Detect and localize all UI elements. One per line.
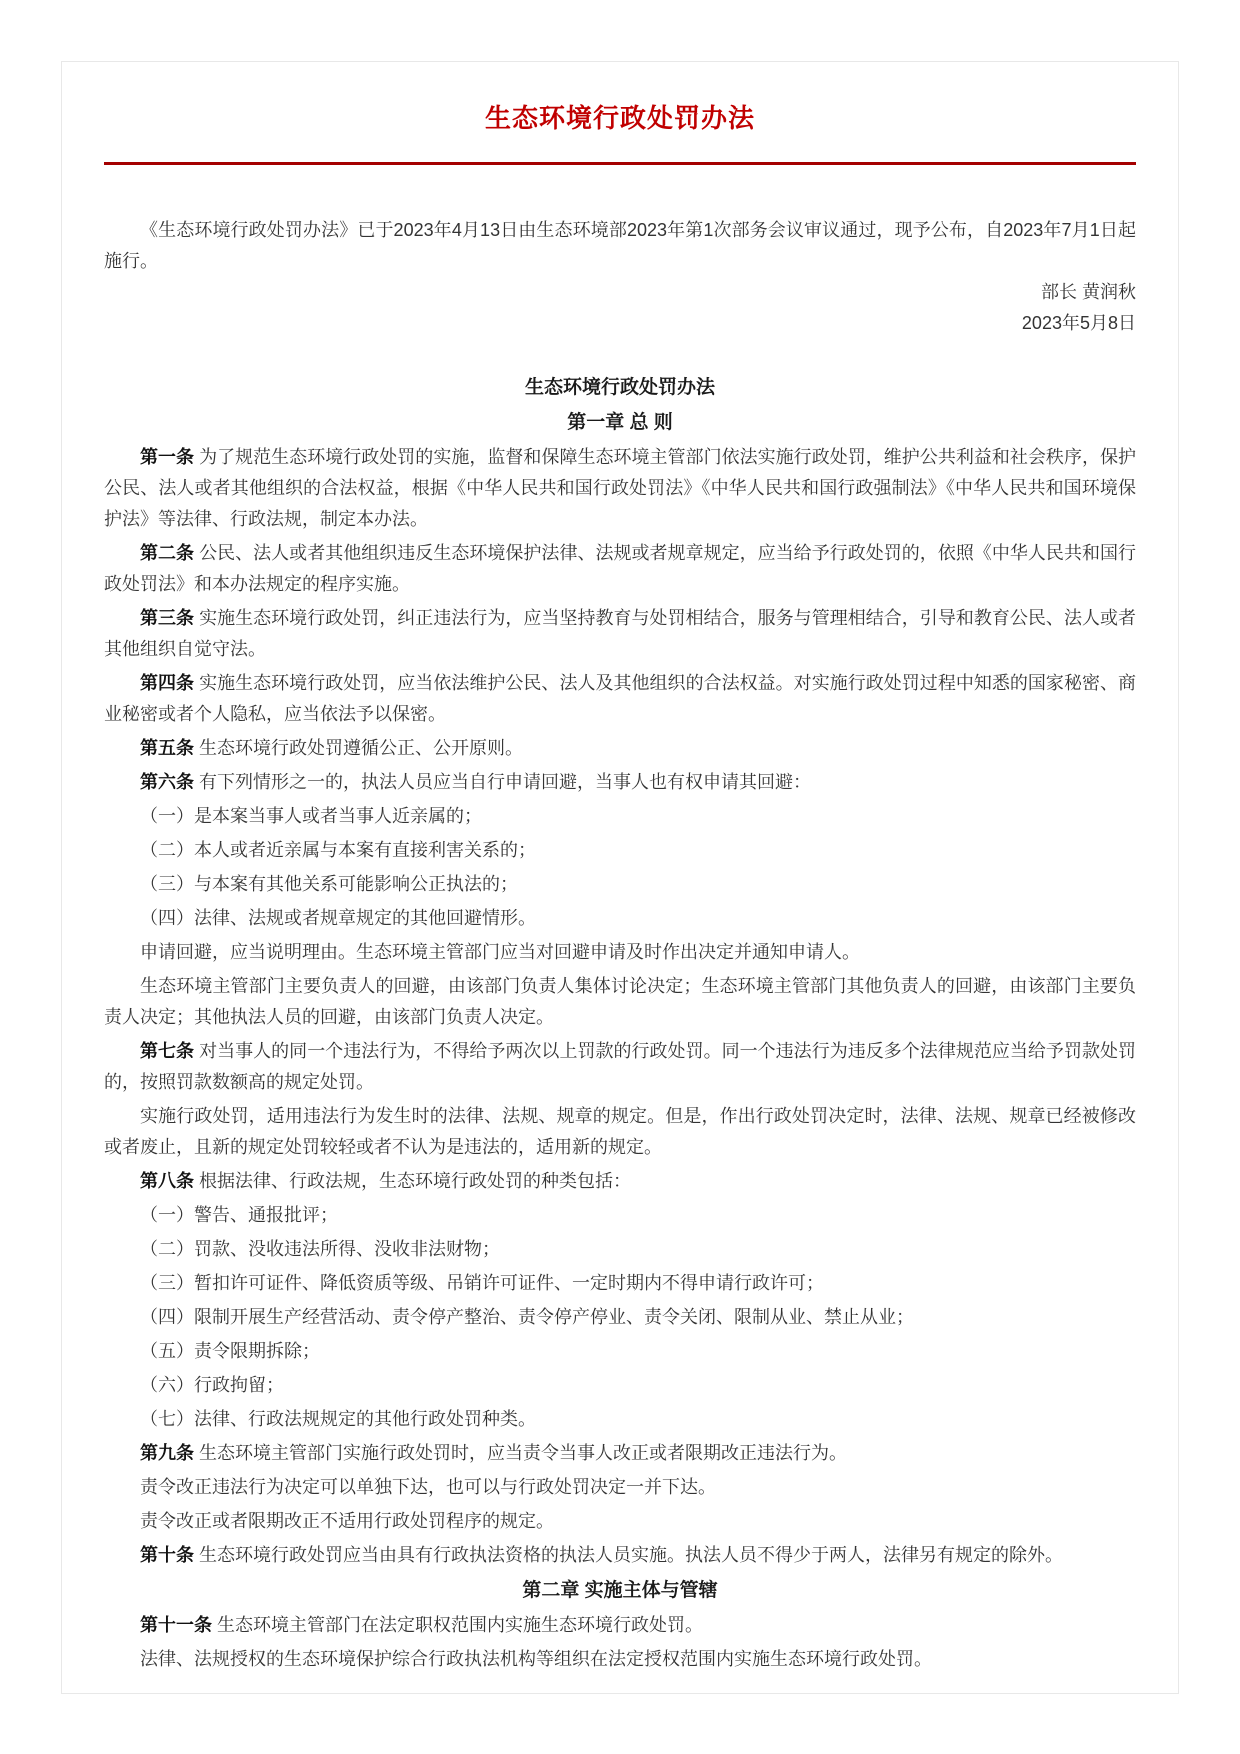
article-paragraph: 第二条 公民、法人或者其他组织违反生态环境保护法律、法规或者规章规定，应当给予行政处罚的，依照《中华人民共和国行政处罚法》和本办法规定的程序实施。 xyxy=(104,543,1137,594)
article-number: 第八条 xyxy=(140,1171,194,1191)
body-paragraph: 法律、法规授权的生态环境保护综合行政执法机构等组织在法定授权范围内实施生态环境行政处罚。 xyxy=(140,1649,932,1669)
list-item-paragraph: （二）罚款、没收违法所得、没收非法财物； xyxy=(140,1239,500,1259)
article-paragraph: 第三条 实施生态环境行政处罚，纠正违法行为，应当坚持教育与处罚相结合，服务与管理相结合，引导和教育公民、法人或者其他组织自觉守法。 xyxy=(104,608,1137,659)
article-paragraph: 第四条 实施生态环境行政处罚，应当依法维护公民、法人及其他组织的合法权益。对实施行政处罚过程中知悉的国家秘密、商业秘密或者个人隐私，应当依法予以保密。 xyxy=(104,673,1137,724)
article-number: 第六条 xyxy=(140,772,194,792)
announcement-paragraph: 《生态环境行政处罚办法》已于2023年4月13日由生态环境部2023年第1次部务会议审议通过，现予公布，自2023年7月1日起施行。 xyxy=(104,220,1136,271)
list-item-paragraph: （四）限制开展生产经营活动、责令停产整治、责令停产停业、责令关闭、限制从业、禁止从业； xyxy=(140,1307,914,1327)
signature-date: 2023年5月8日 xyxy=(1021,313,1136,333)
article-paragraph: 第十一条 生态环境主管部门在法定职权范围内实施生态环境行政处罚。 xyxy=(140,1615,703,1635)
body-paragraph: 责令改正违法行为决定可以单独下达，也可以与行政处罚决定一并下达。 xyxy=(140,1477,716,1497)
list-item-paragraph: （四）法律、法规或者规章规定的其他回避情形。 xyxy=(140,908,536,928)
article-paragraph: 第八条 根据法律、行政法规，生态环境行政处罚的种类包括： xyxy=(140,1171,631,1191)
chapter-heading: 第一章 总 则 xyxy=(567,412,673,433)
list-item-paragraph: （二）本人或者近亲属与本案有直接利害关系的； xyxy=(140,840,536,860)
article-number: 第七条 xyxy=(140,1041,195,1061)
list-item-paragraph: （一）是本案当事人或者当事人近亲属的； xyxy=(140,806,482,826)
list-item-paragraph: （五）责令限期拆除； xyxy=(140,1341,320,1361)
list-item-paragraph: （三）暂扣许可证件、降低资质等级、吊销许可证件、一定时期内不得申请行政许可； xyxy=(140,1273,824,1293)
article-paragraph: 第六条 有下列情形之一的，执法人员应当自行申请回避，当事人也有权申请其回避： xyxy=(140,772,811,792)
article-paragraph: 第九条 生态环境主管部门实施行政处罚时，应当责令当事人改正或者限期改正违法行为。 xyxy=(140,1443,847,1463)
article-number: 第十条 xyxy=(140,1545,194,1565)
list-item-paragraph: （七）法律、行政法规规定的其他行政处罚种类。 xyxy=(140,1409,536,1429)
article-number: 第五条 xyxy=(140,738,194,758)
article-paragraph: 第一条 为了规范生态环境行政处罚的实施，监督和保障生态环境主管部门依法实施行政处罚，维护公共利益和社会秩序，保护公民、法人或者其他组织的合法权益，根据《中华人民共和国行政处罚法》《中华人民共和国行政强制法》《中华人民共和国环境保护法》等法律、行政法规，制定本办法。 xyxy=(104,447,1137,529)
page-title: 生态环境行政处罚办法 xyxy=(484,103,755,133)
body-paragraph: 申请回避，应当说明理由。生态环境主管部门应当对回避申请及时作出决定并通知申请人。 xyxy=(140,942,860,962)
document-page xyxy=(61,61,1179,1694)
document-body xyxy=(104,407,1136,1675)
article-number: 第九条 xyxy=(140,1443,194,1463)
article-paragraph: 第五条 生态环境行政处罚遵循公正、公开原则。 xyxy=(140,738,523,758)
article-paragraph: 第十条 生态环境行政处罚应当由具有行政执法资格的执法人员实施。执法人员不得少于两人，法律另有规定的除外。 xyxy=(140,1545,1063,1565)
article-number: 第三条 xyxy=(140,608,195,628)
body-paragraph: 生态环境主管部门主要负责人的回避，由该部门负责人集体讨论决定；生态环境主管部门其他负责人的回避，由该部门主要负责人决定；其他执法人员的回避，由该部门负责人决定。 xyxy=(104,976,1136,1027)
body-paragraph: 责令改正或者限期改正不适用行政处罚程序的规定。 xyxy=(140,1511,554,1531)
article-paragraph: 第七条 对当事人的同一个违法行为，不得给予两次以上罚款的行政处罚。同一个违法行为违反多个法律规范应当给予罚款处罚的，按照罚款数额高的规定处罚。 xyxy=(104,1041,1137,1092)
article-number: 第四条 xyxy=(140,673,195,693)
list-item-paragraph: （一）警告、通报批评； xyxy=(140,1205,338,1225)
article-number: 第二条 xyxy=(140,543,195,563)
list-item-paragraph: （三）与本案有其他关系可能影响公正执法的； xyxy=(140,874,518,894)
chapter-heading: 第二章 实施主体与管辖 xyxy=(522,1580,718,1601)
article-number: 第十一条 xyxy=(140,1615,212,1635)
document-title: 生态环境行政处罚办法 xyxy=(524,377,715,398)
body-paragraph: 实施行政处罚，适用违法行为发生时的法律、法规、规章的规定。但是，作出行政处罚决定时，法律、法规、规章已经被修改或者废止，且新的规定处罚较轻或者不认为是违法的，适用新的规定。 xyxy=(104,1106,1136,1157)
article-number: 第一条 xyxy=(140,447,195,467)
list-item-paragraph: （六）行政拘留； xyxy=(140,1375,284,1395)
title-divider xyxy=(104,162,1136,165)
signature-name: 部长 黄润秋 xyxy=(1040,282,1136,302)
